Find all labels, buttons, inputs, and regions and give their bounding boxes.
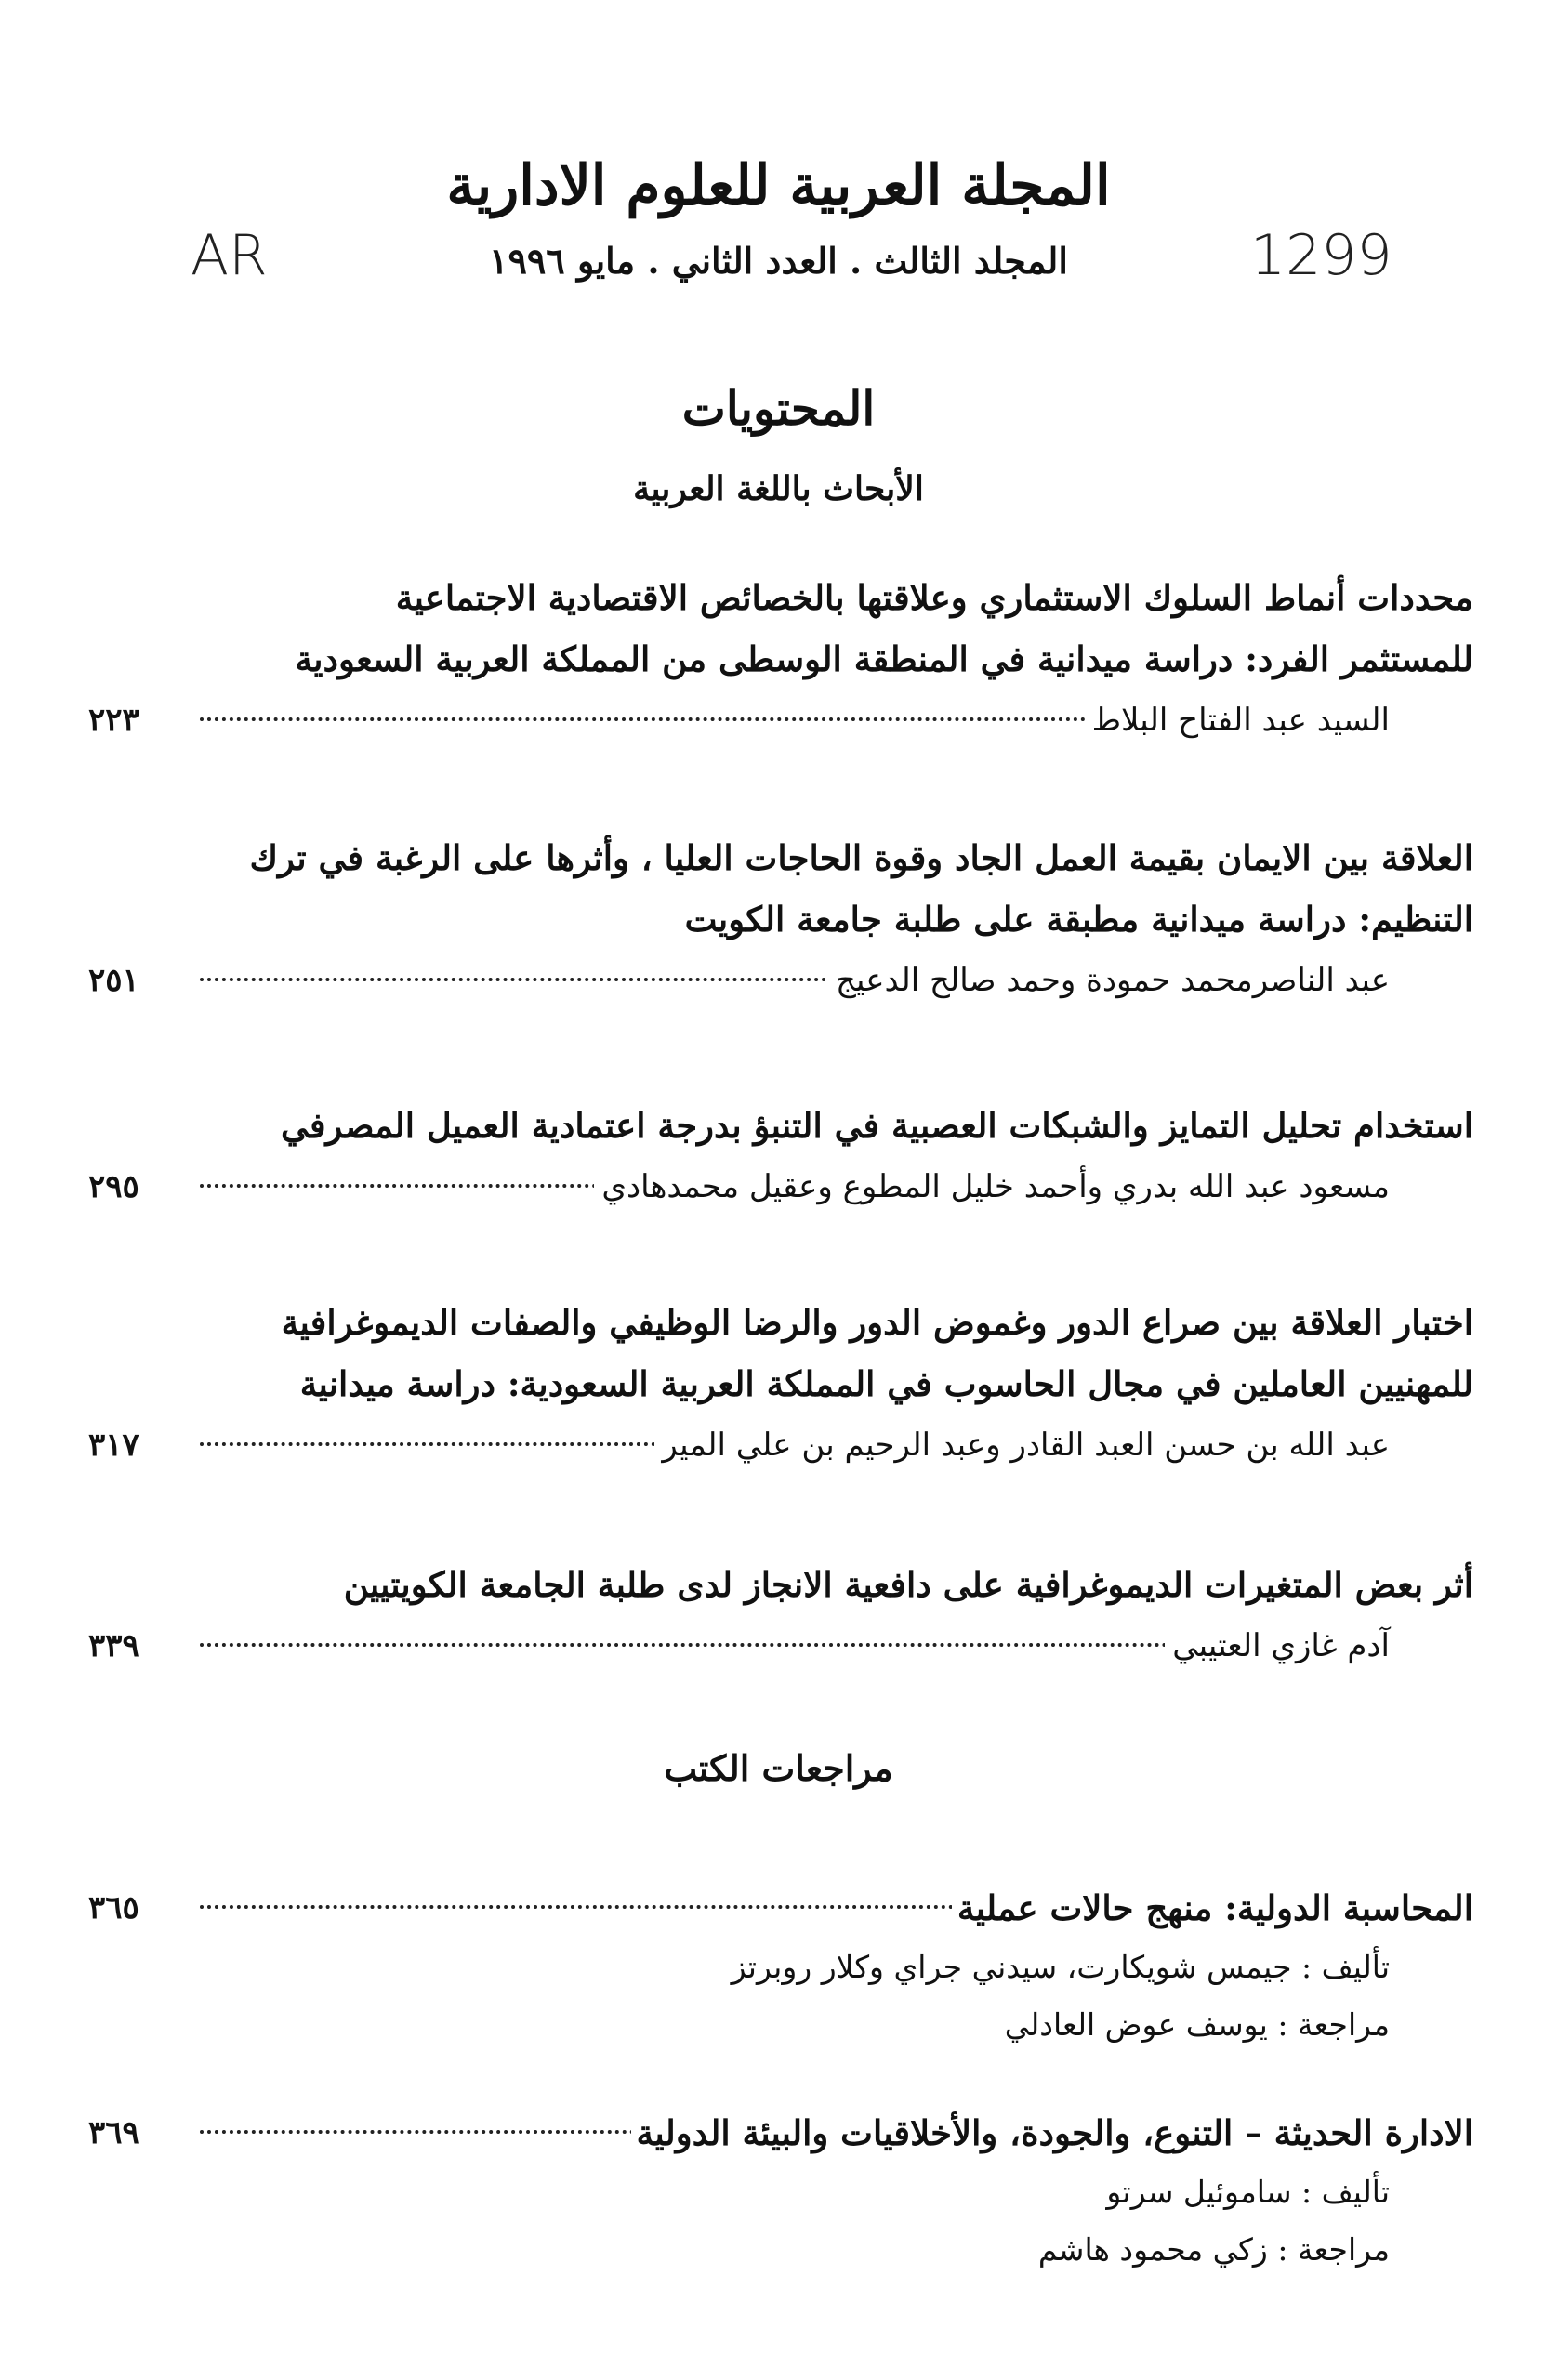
entry-page-number: ٢٢٣ (88, 702, 139, 739)
review-title-row (88, 2102, 1473, 2163)
section-heading: الأبحاث باللغة العربية (633, 469, 924, 508)
toc-entry (88, 1292, 1473, 1476)
entry-author: آدم غازي العتيبي (1165, 1615, 1390, 1677)
journal-title: المجلة العربية للعلوم الادارية (446, 153, 1111, 218)
contents-title: المحتويات (681, 381, 876, 436)
entry-title-line: العلاقة بين الايمان بقيمة العمل الجاد وقوة الحاجات العليا ، وأثرها على الرغبة في ترك (249, 837, 1473, 878)
review-book-title: الادارة الحديثة – التنوع، والجودة، والأخلاقيات والبيئة الدولية (631, 2102, 1473, 2163)
toc-entry (88, 1554, 1473, 1677)
book-review-entry (88, 2102, 1473, 2279)
review-title-row (88, 1877, 1473, 1939)
entry-author-row (88, 1414, 1473, 1476)
review-author-line: تأليف : ساموئيل سرتو (1106, 2174, 1390, 2210)
handwritten-mark-right: 1299 (1250, 223, 1392, 288)
entry-title-line: استخدام تحليل التمايز والشبكات العصبية في التنبؤ بدرجة اعتمادية العميل المصرفي (281, 1105, 1473, 1146)
review-page-number: ٣٦٩ (88, 2114, 139, 2151)
entry-title-line: التنظيم: دراسة ميدانية مطبقة على طلبة جامعة الكويت (684, 899, 1473, 940)
review-author-line: تأليف : جيمس شويكارت، سيدني جراي وكلار روبرتز (731, 1949, 1390, 1985)
entry-title-line: للمستثمر الفرد: دراسة ميدانية في المنطقة الوسطى من المملكة العربية السعودية (295, 638, 1473, 679)
entry-title-line: أثر بعض المتغيرات الديموغرافية على دافعية الانجاز لدى طلبة الجامعة الكويتيين (343, 1564, 1473, 1605)
entry-author: السيد عبد الفتاح البلاط (1085, 690, 1390, 751)
review-book-title: المحاسبة الدولية: منهج حالات عملية (952, 1877, 1473, 1939)
toc-entry (88, 1095, 1473, 1217)
entry-page-number: ٢٩٥ (88, 1168, 139, 1205)
entry-author-row (88, 1615, 1473, 1677)
toc-entry (88, 827, 1473, 1011)
entry-author: عبد الله بن حسن العبد القادر وعبد الرحيم بن علي المير (654, 1414, 1390, 1476)
entry-title-line: اختبار العلاقة بين صراع الدور وغموض الدور والرضا الوظيفي والصفات الديموغرافية (281, 1302, 1473, 1343)
entry-author: عبد الناصرمحمد حمودة وحمد صالح الدعيج (828, 950, 1390, 1011)
book-review-entry (88, 1877, 1473, 2054)
entry-author: مسعود عبد الله بدري وأحمد خليل المطوع وعقيل محمدهادي (594, 1156, 1390, 1217)
entry-title-line: محددات أنماط السلوك الاستثماري وعلاقتها بالخصائص الاقتصادية الاجتماعية (395, 577, 1473, 618)
toc-entry (88, 567, 1473, 751)
review-page-number: ٣٦٥ (88, 1889, 139, 1926)
issue-line: المجلد الثالث . العدد الثاني . مايو ١٩٩٦ (489, 240, 1068, 282)
entry-page-number: ٣١٧ (88, 1427, 139, 1464)
entry-page-number: ٣٣٩ (88, 1627, 139, 1664)
entry-author-row (88, 950, 1473, 1011)
review-reviewer-line: مراجعة : زكي محمود هاشم (1037, 2231, 1390, 2268)
entry-author-row (88, 1156, 1473, 1217)
entry-page-number: ٢٥١ (88, 962, 139, 999)
handwritten-mark-left: AR (191, 223, 268, 288)
review-reviewer-line: مراجعة : يوسف عوض العادلي (1004, 2006, 1390, 2043)
entry-title-line: للمهنيين العاملين في مجال الحاسوب في المملكة العربية السعودية: دراسة ميدانية (299, 1363, 1473, 1404)
reviews-heading: مراجعات الكتب (664, 1747, 893, 1789)
entry-author-row (88, 690, 1473, 751)
